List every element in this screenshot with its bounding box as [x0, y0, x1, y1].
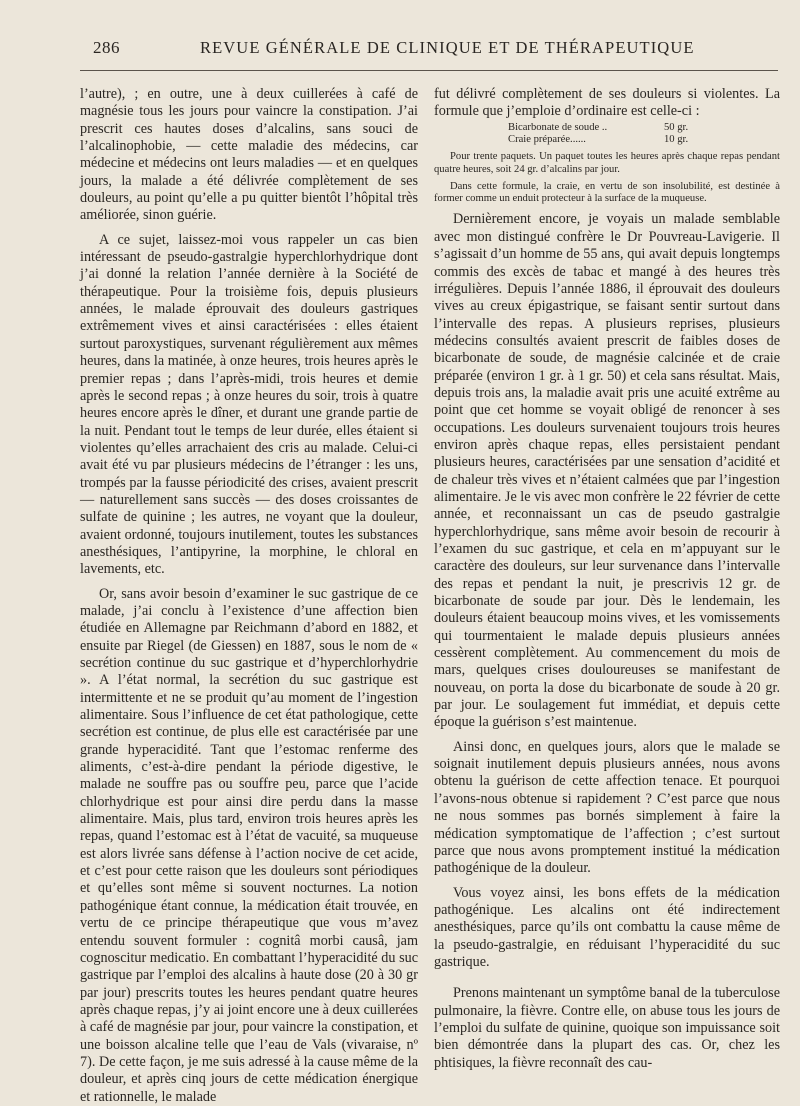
paragraph: Vous voyez ainsi, les bons effets de la médication pathogénique. Les alcalins ont été indirectement anesthésiques, parce qu’ils ont combattu la cause même de la pseudo-gastralgie, en réduisant l’hyperacidité du suc gastrique. — [434, 884, 780, 970]
formula-ingredient: Bicarbonate de soude .. — [508, 121, 608, 133]
formula-line — [434, 134, 780, 146]
formula-ingredient: Craie préparée...... — [508, 133, 586, 145]
formula-dose: 10 gr. — [664, 133, 689, 145]
formula-line — [434, 122, 780, 134]
paragraph: fut délivré complètement de ses douleurs si violentes. La formule que j’emploie d’ordinaire est celle-ci : — [434, 86, 780, 120]
header-rule — [80, 70, 778, 71]
paragraph: Prenons maintenant un symptôme banal de la tuberculose pulmonaire, la fièvre. Contre elle, on abuse tous les jours de l’emploi du sulfate de quinine, quoique son impuissance soit bien démontrée dans la plupart des cas. Or, chez les phtisiques, la fièvre reconnaît des cau- — [434, 985, 780, 1071]
paragraph: Dernièrement encore, je voyais un malade semblable avec mon distingué confrère le Dr Pouvreau-Lavigerie. Il s’agissait d’un homme de 55 ans, qui avait depuis longtemps commis des excès de tabac et mangé à des heures très irrégulières. Depuis l’année 1886, il éprouvait des douleurs vives au creux épigastrique, se faisant sentir surtout dans l’intervalle des repas. A plusieurs reprises, plusieurs médecins consultés avaient prescrit de faibles doses de bicarbonate de soude, de magnésie calcinée et de craie préparée (environ 1 gr. à 1 gr. 50) et cela sans résultat. Mais, depuis trois ans, la maladie avait pris une acuité extrême au point que cet homme se voyait obligé de renoncer à ses occupations. Les douleurs survenaient toujours trois heures environ après chaque repas, elles persistaient pendant plusieurs heures, caractérisées par une sensation d’acidité et de chaleur très vives et n’étaient calmées que par l’ingestion alimentaire. Je le vis avec mon confrère le 22 février de cette année, et reconnaissant un cas de pseudo gastralgie hyperchlorhydrique, sans même avoir besoin de recourir à l’examen du suc gastrique, et cela en m’appuyant sur le caractère des douleurs, sur leur survenance dans l’intervalle des repas et pendant la nuit, je prescrivis 12 gr. de bicarbonate de soude par jour. Dès le lendemain, les douleurs étaient beaucoup moins vives, et les vomissements qui tourmentaient le malade depuis plusieurs années cessèrent complètement. Au commencement du mois de mars, quelques crises douloureuses se manifestant de nouveau, on porta la dose du bicarbonate de soude à 20 gr. par jour. Le soulagement fut immédiat, et depuis cette époque la guérison s’est maintenue. — [434, 211, 780, 731]
paragraph: Ainsi donc, en quelques jours, alors que le malade se soignait inutilement depuis plusieurs années, nous avons obtenu la guérison de cette affection tenace. Et pourquoi l’avons-nous obtenue si rapidement ? C’est parce que nous ne nous sommes pas bornés simplement à faire la médication symptomatique de l’affection ; c’est surtout parce que nous avons promptement institué la médication pathogénique de la douleur. — [434, 738, 780, 877]
page-number: 286 — [93, 38, 120, 57]
right-column — [434, 86, 780, 1072]
formula-notes — [434, 151, 780, 205]
formula-note: Dans cette formule, la craie, en vertu de son insolubilité, est destinée à former comme un enduit protecteur à la surface de la muqueuse. — [434, 180, 780, 205]
formula-dose: 50 gr. — [664, 121, 689, 133]
running-title: REVUE GÉNÉRALE DE CLINIQUE ET DE THÉRAPEUTIQUE — [200, 38, 695, 57]
prescription-formula — [434, 122, 780, 147]
paragraph: Or, sans avoir besoin d’examiner le suc gastrique de ce malade, j’ai conclu à l’existence d’une affection bien étudiée en Allemagne par Reichmann d’abord en 1882, et ensuite par Riegel (de Giessen) en 1887, sous le nom de « secrétion continue du suc gastrique et d’hyperchlorhydrie ». A l’état normal, la secrétion du suc gastrique est intermittente et ne se produit qu’au moment de l’ingestion alimentaire. Sous l’influence de cet état pathologique, cette secrétion est continue, de plus elle est caractérisée par une grande hyperacidité. Tant que l’estomac renferme des aliments, c’est-à-dire pendant la période digestive, le malade ne souffre pas ou souffre peu, parce que l’acide chlorhydrique est pour ainsi dire perdu dans la masse alimentaire. Mais, plus tard, environ trois heures après les repas, quand l’estomac est à l’état de vacuité, sa muqueuse est alors livrée sans défense à l’action nocive de cet acide, et c’est pour cette raison que les douleurs sont périodiques et qu’elles sont même si souvent nocturnes. La notion pathogénique étant connue, la médication était trouvée, en vertu de ce principe thérapeutique que vous m’avez entendu souvent formuler : cognitâ morbi causâ, jam cognoscitur medicatio. En combattant l’hyperacidité du suc gastrique par l’emploi des alcalins à haute dose (20 à 30 gr par jour) prescrits toutes les heures pendant quatre heures après chaque repas, j’y ai joint encore une à deux cuillerées à café de magnésie par jour, pour vaincre la constipation, et une boisson alcaline telle que l’eau de Vals (vivaraise, nº 7). De cette façon, je me suis adressé à la cause même de la douleur, et après cinq jours de cette médication énergique et rationnelle, le malade — [80, 585, 418, 1105]
paragraph: A ce sujet, laissez-moi vous rappeler un cas bien intéressant de pseudo-gastralgie hyperchlorhydrique dont j’ai donné la relation l’année dernière à la Société de thérapeutique. Pour la troisième fois, depuis plusieurs années, le malade éprouvait des douleurs gastriques extrêmement vives et ainsi caractérisées : elles étaient surtout paroxystiques, survenant régulièrement aux mêmes heures, dans la matinée, à onze heures, trois heures après le premier repas ; dans l’après-midi, trois heures et demie après le second repas ; à onze heures du soir, trois à quatre heures encore après le dîner, et durant une grande partie de la nuit. Pendant tout le temps de leur durée, elles étaient si violentes qu’elles arrachaient des cris au malade. Celui-ci avait été vu par plusieurs médecins de l’étranger : les uns, trompés par la fausse périodicité des crises, avaient prescrit — naturellement sans succès — des doses croissantes de sulfate de quinine ; les autres, ne voyant que la douleur, avaient ordonné, toujours inutilement, toutes les substances anesthésiques, l’antipyrine, la morphine, le chloral en lavements, etc. — [80, 231, 418, 578]
left-column — [80, 86, 418, 1106]
formula-note: Pour trente paquets. Un paquet toutes les heures après chaque repas pendant quatre heures, soit 24 gr. d’alcalins par jour. — [434, 151, 780, 175]
page-header — [0, 38, 800, 62]
paragraph: l’autre), ; en outre, une à deux cuillerées à café de magnésie tous les jours pour vaincre la constipation. J’ai prescrit ces hautes doses d’alcalins, sans souci de l’alcalinophobie, — cette maladie des médecins, car médecine et médecins ont leurs maladies — et en quelques jours, la malade a été délivrée complètement de ses douleurs, au point qu’elle a pu quitter bientôt l’hôpital très améliorée, sinon guérie. — [80, 86, 418, 224]
